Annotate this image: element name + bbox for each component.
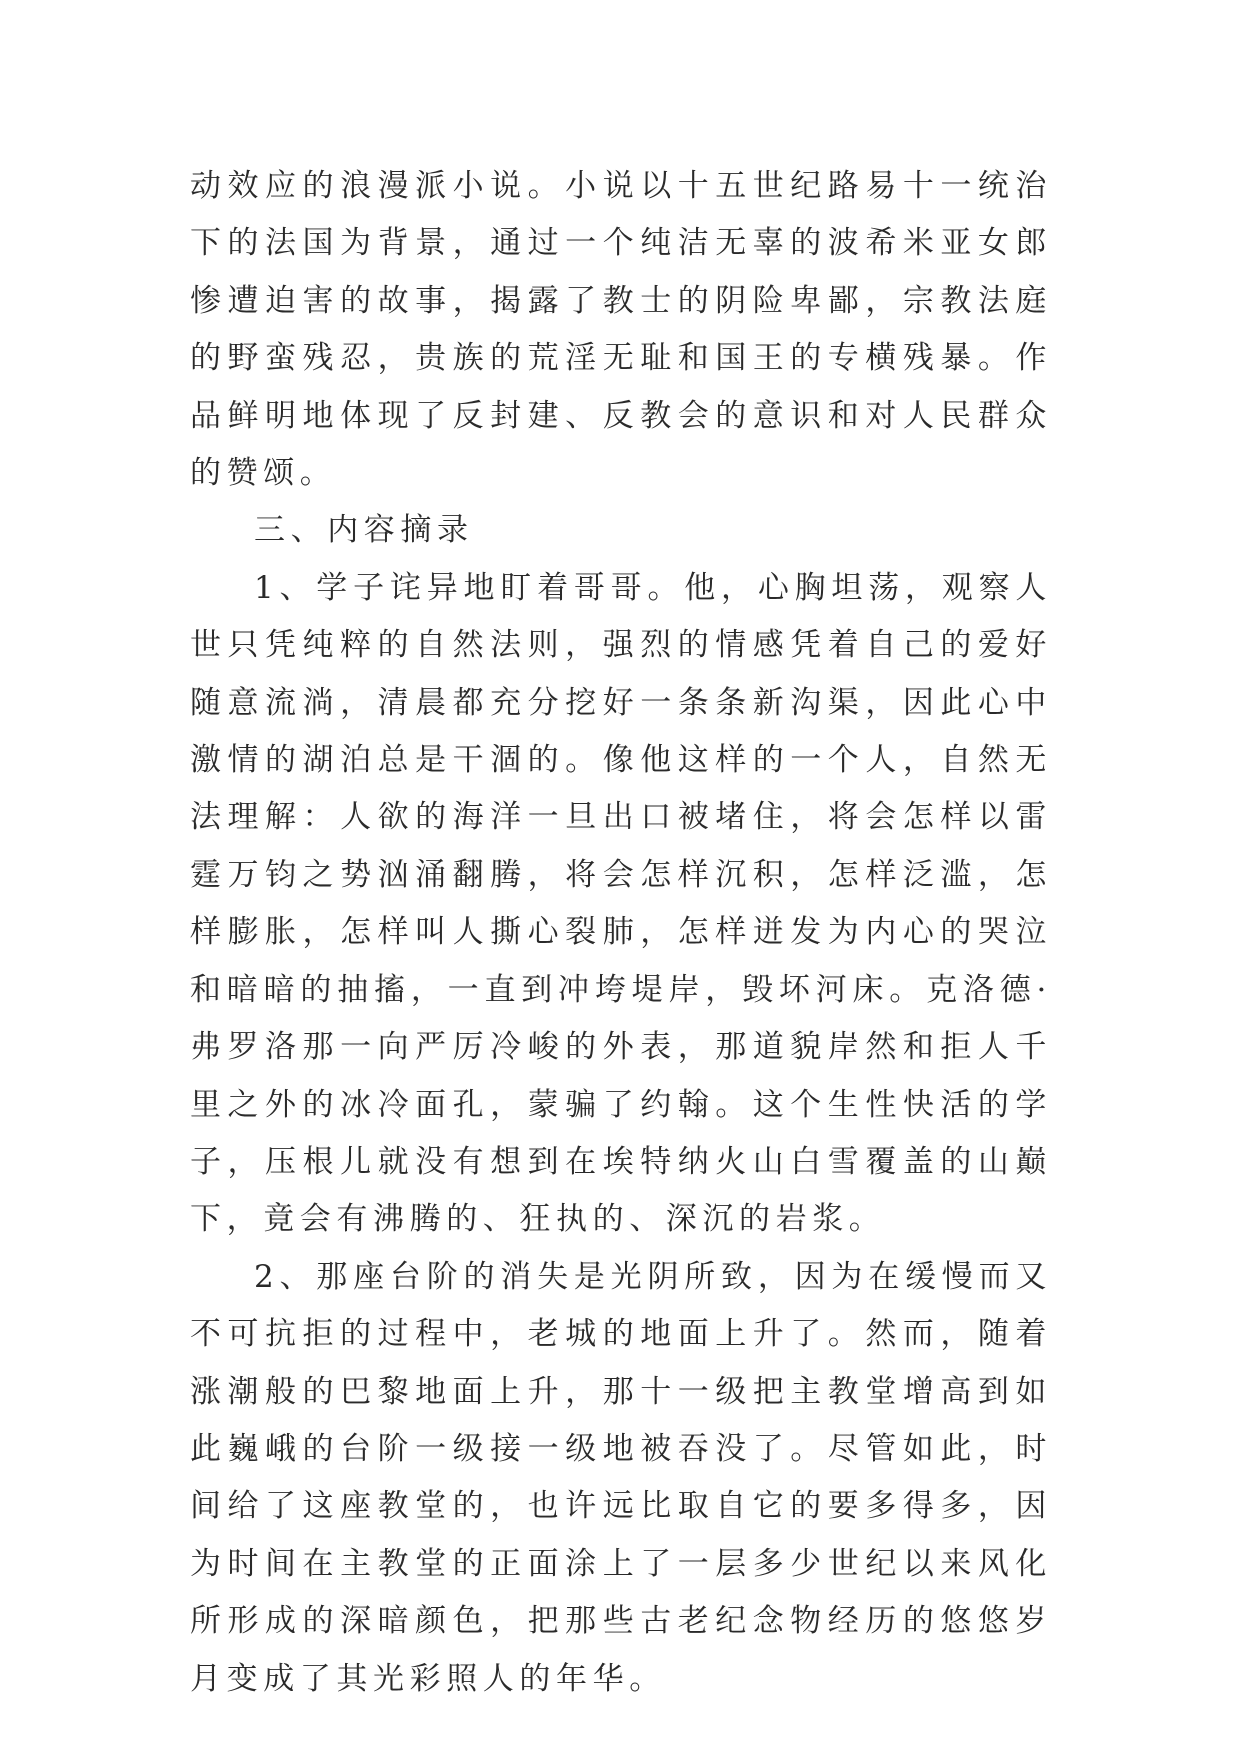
excerpt-paragraph-1: 1、学子诧异地盯着哥哥。他，心胸坦荡，观察人世只凭纯粹的自然法则，强烈的情感凭着自己的爱好随意流淌，清晨都充分挖好一条条新沟渠，因此心中激情的湖泊总是干涸的。像他这样的一个人，自然无法理解：人欲的海洋一旦出口被堵住，将会怎样以雷霆万钧之势汹涌翻腾，将会怎样沉积，怎样泛滥，怎样膨胀，怎样叫人撕心裂肺，怎样迸发为内心的哭泣和暗暗的抽搐，一直到冲垮堤岸，毁坏河床。克洛德·弗罗洛那一向严厉冷峻的外表，那道貌岸然和拒人千里之外的冰冷面孔，蒙骗了约翰。这个生性快活的学子，压根儿就没有想到在埃特纳火山白雪覆盖的山巅下，竟会有沸腾的、狂执的、深沉的岩浆。 <box>190 569 1052 1238</box>
paragraph-intro-end: 动效应的浪漫派小说。小说以十五世纪路易十一统治下的法国为背景，通过一个纯洁无辜的波希米亚女郎惨遭迫害的故事，揭露了教士的阴险卑鄙，宗教法庭的野蛮残忍，贵族的荒淫无耻和国王的专横残暴。作品鲜明地体现了反封建、反教会的意识和对人民群众的赞颂。 <box>190 168 1052 492</box>
section-heading: 三、内容摘录 <box>254 512 474 549</box>
excerpt-paragraph-2: 2、那座台阶的消失是光阴所致，因为在缓慢而又不可抗拒的过程中，老城的地面上升了。然而，随着涨潮般的巴黎地面上升，那十一级把主教堂增高到如此巍峨的台阶一级接一级地被吞没了。尽管如此，时间给了这座教堂的，也许远比取自它的要多得多，因为时间在主教堂的正面涂上了一层多少世纪以来风化所形成的深暗颜色，把那些古老纪念物经历的悠悠岁月变成了其光彩照人的年华。 <box>190 1258 1052 1697</box>
body-text <box>190 158 1052 1708</box>
